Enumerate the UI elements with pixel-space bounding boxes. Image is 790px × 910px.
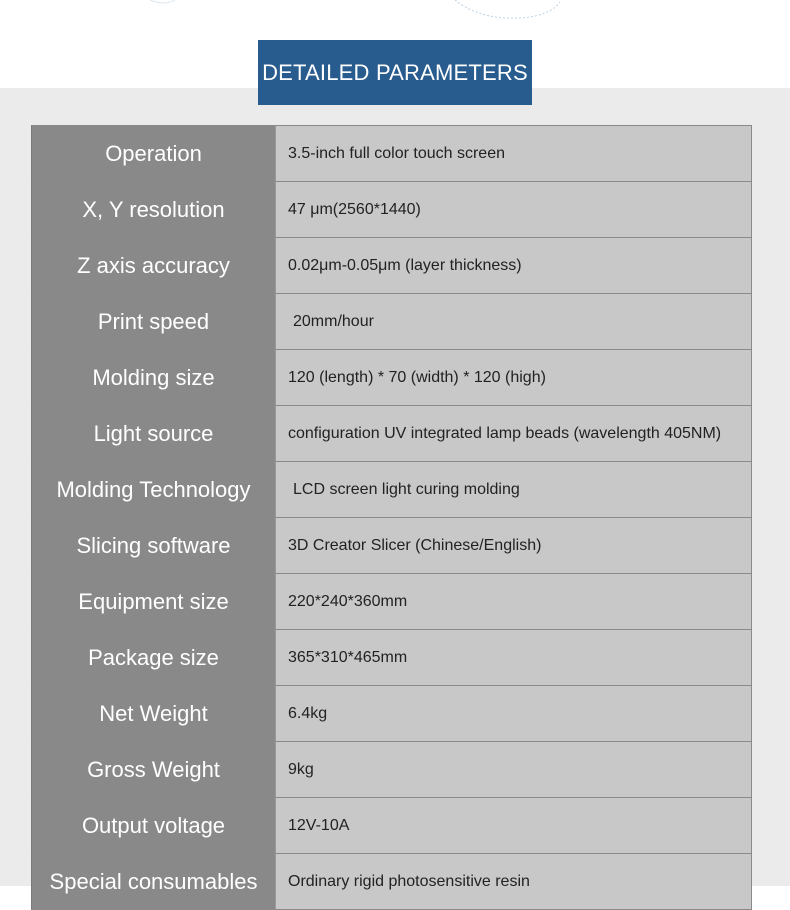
param-label: Light source [31, 406, 276, 461]
table-row [31, 350, 752, 406]
param-value: 220*240*360mm [276, 574, 752, 629]
parameters-table [31, 125, 752, 910]
param-value: 9kg [276, 742, 752, 797]
decorative-curve-icon [0, 0, 790, 30]
param-value: 12V-10A [276, 798, 752, 853]
param-label: Package size [31, 630, 276, 685]
param-label: Z axis accuracy [31, 238, 276, 293]
table-row [31, 574, 752, 630]
table-row [31, 686, 752, 742]
table-row [31, 798, 752, 854]
table-row [31, 406, 752, 462]
table-row [31, 742, 752, 798]
table-row [31, 238, 752, 294]
param-value: LCD screen light curing molding [276, 462, 752, 517]
param-label: Gross Weight [31, 742, 276, 797]
param-label: Molding Technology [31, 462, 276, 517]
param-label: Print speed [31, 294, 276, 349]
section-title-banner: DETAILED PARAMETERS [258, 40, 532, 105]
param-value: 0.02μm-0.05μm (layer thickness) [276, 238, 752, 293]
table-row [31, 462, 752, 518]
param-value: 47 μm(2560*1440) [276, 182, 752, 237]
param-label: Slicing software [31, 518, 276, 573]
table-row [31, 294, 752, 350]
param-value: Ordinary rigid photosensitive resin [276, 854, 752, 909]
param-label: Operation [31, 126, 276, 181]
param-label: Equipment size [31, 574, 276, 629]
table-row [31, 518, 752, 574]
param-label: Special consumables [31, 854, 276, 909]
table-row [31, 126, 752, 182]
param-value: 3.5-inch full color touch screen [276, 126, 752, 181]
param-value: configuration UV integrated lamp beads (wavelength 405NM) [276, 406, 752, 461]
param-value: 120 (length) * 70 (width) * 120 (high) [276, 350, 752, 405]
param-label: Net Weight [31, 686, 276, 741]
table-row [31, 854, 752, 910]
table-row [31, 182, 752, 238]
param-value: 20mm/hour [276, 294, 752, 349]
param-value: 6.4kg [276, 686, 752, 741]
param-value: 3D Creator Slicer (Chinese/English) [276, 518, 752, 573]
table-row [31, 630, 752, 686]
param-label: Output voltage [31, 798, 276, 853]
param-label: Molding size [31, 350, 276, 405]
param-label: X, Y resolution [31, 182, 276, 237]
param-value: 365*310*465mm [276, 630, 752, 685]
